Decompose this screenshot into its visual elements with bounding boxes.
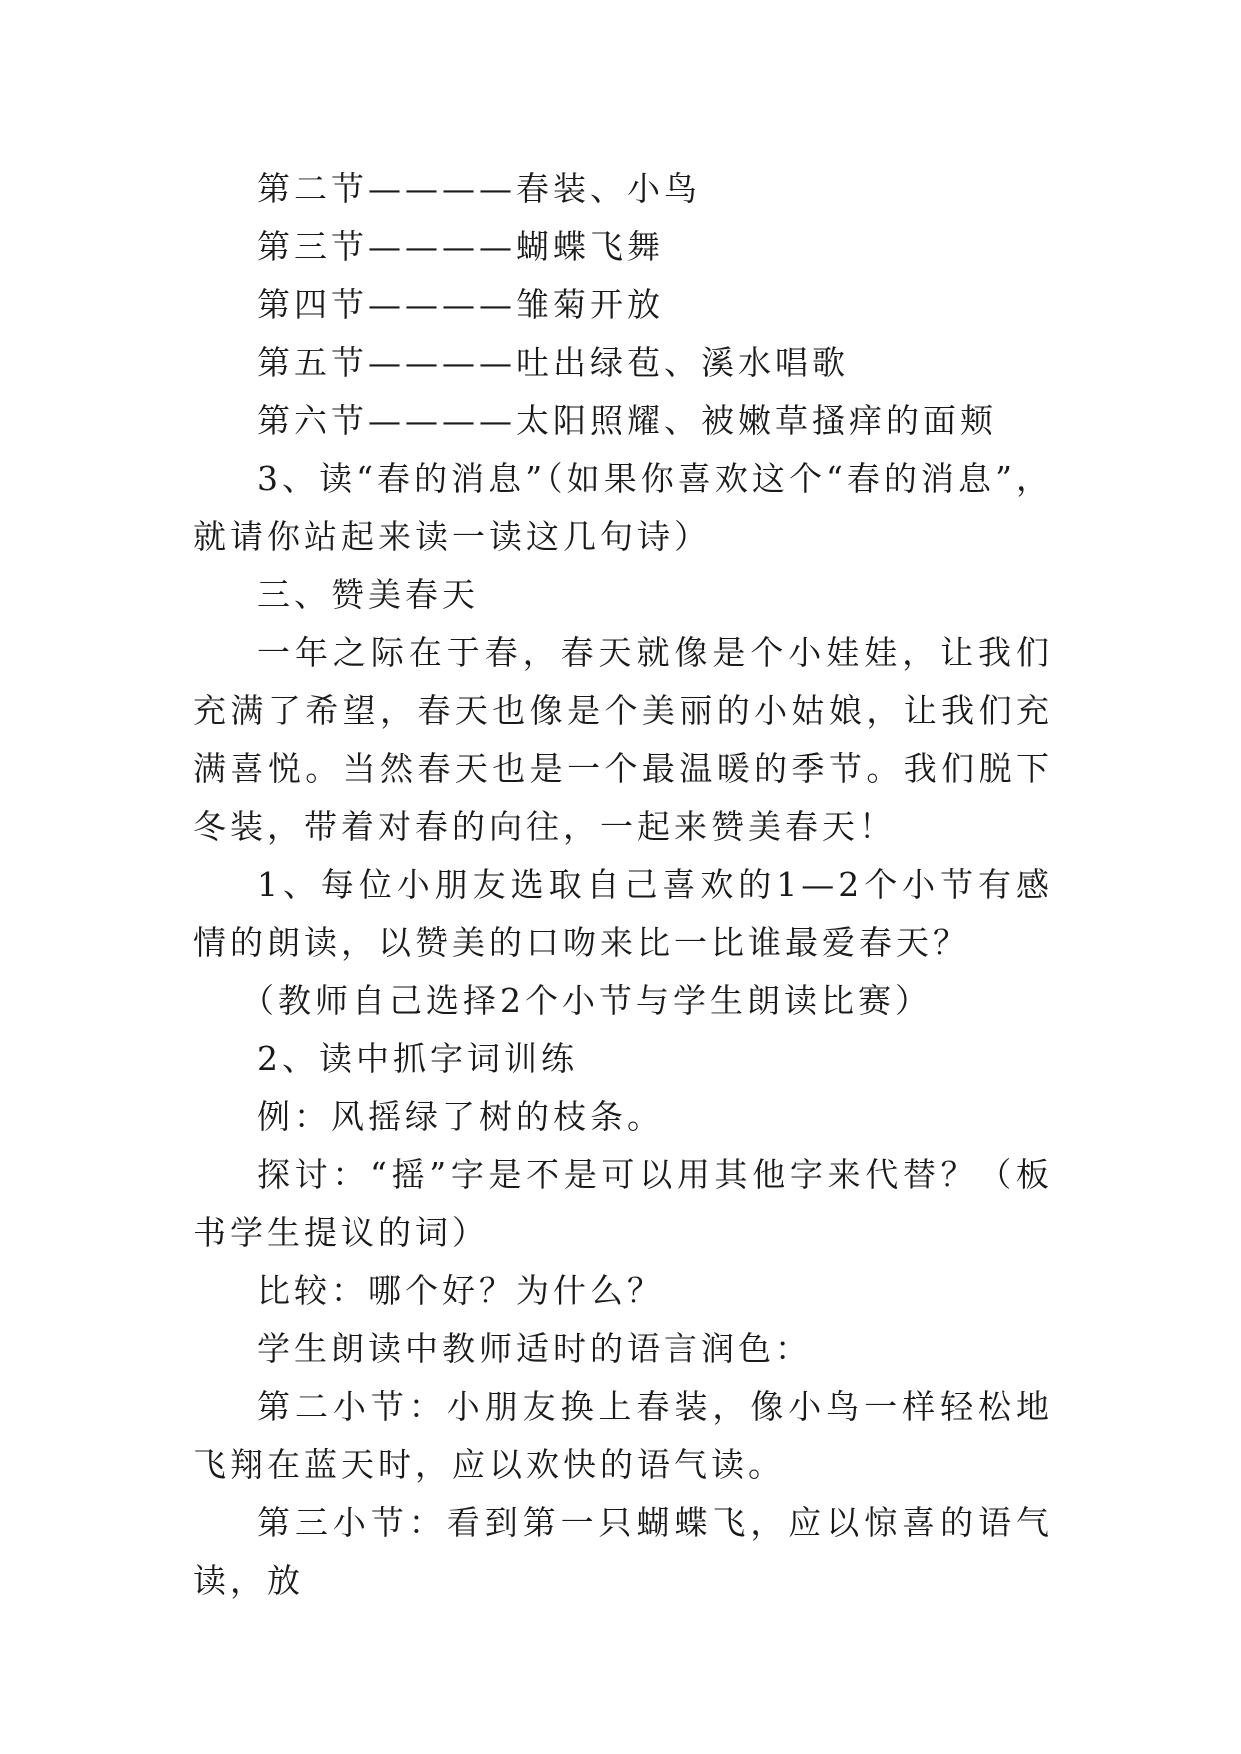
paragraph-item-1: 1、每位小朋友选取自己喜欢的1—2个小节有感情的朗读，以赞美的口吻来比一比谁最爱春天？ — [193, 865, 1053, 962]
paragraph-intro: 一年之际在于春，春天就像是个小娃娃，让我们充满了希望，春天也像是个美丽的小姑娘，让我们充满喜悦。当然春天也是一个最温暖的季节。我们脱下冬装，带着对春的向往，一起来赞美春天！ — [193, 633, 1053, 846]
outline-line-section-4: 第四节————雏菊开放 — [257, 285, 664, 324]
section-heading-praise-spring: 三、赞美春天 — [257, 575, 479, 614]
paragraph-item-2: 2、读中抓字词训练 — [257, 1039, 578, 1078]
paragraph-section-3: 第三小节：看到第一只蝴蝶飞，应以惊喜的语气读，放 — [193, 1503, 1053, 1600]
document-body — [193, 160, 1053, 1610]
paragraph-section-2: 第二小节：小朋友换上春装，像小鸟一样轻松地飞翔在蓝天时，应以欢快的语气读。 — [193, 1387, 1053, 1484]
paragraph-compare: 比较：哪个好？为什么？ — [257, 1271, 664, 1310]
outline-line-section-5: 第五节————吐出绿苞、溪水唱歌 — [257, 343, 849, 382]
outline-line-section-3: 第三节————蝴蝶飞舞 — [257, 227, 664, 266]
outline-line-section-2: 第二节————春装、小鸟 — [257, 169, 701, 208]
paragraph-discuss: 探讨：“摇”字是不是可以用其他字来代替？（板书学生提议的词） — [193, 1155, 1053, 1252]
paragraph-read-message: 3、读“春的消息”（如果你喜欢这个“春的消息”，就请你站起来读一读这几句诗） — [193, 459, 1053, 556]
paragraph-example: 例：风摇绿了树的枝条。 — [257, 1097, 664, 1136]
paragraph-student-reading: 学生朗读中教师适时的语言润色： — [257, 1329, 812, 1368]
outline-line-section-6: 第六节————太阳照耀、被嫩草搔痒的面颊 — [257, 401, 997, 440]
paragraph-teacher-note: （教师自己选择2个小节与学生朗读比赛） — [241, 981, 932, 1020]
